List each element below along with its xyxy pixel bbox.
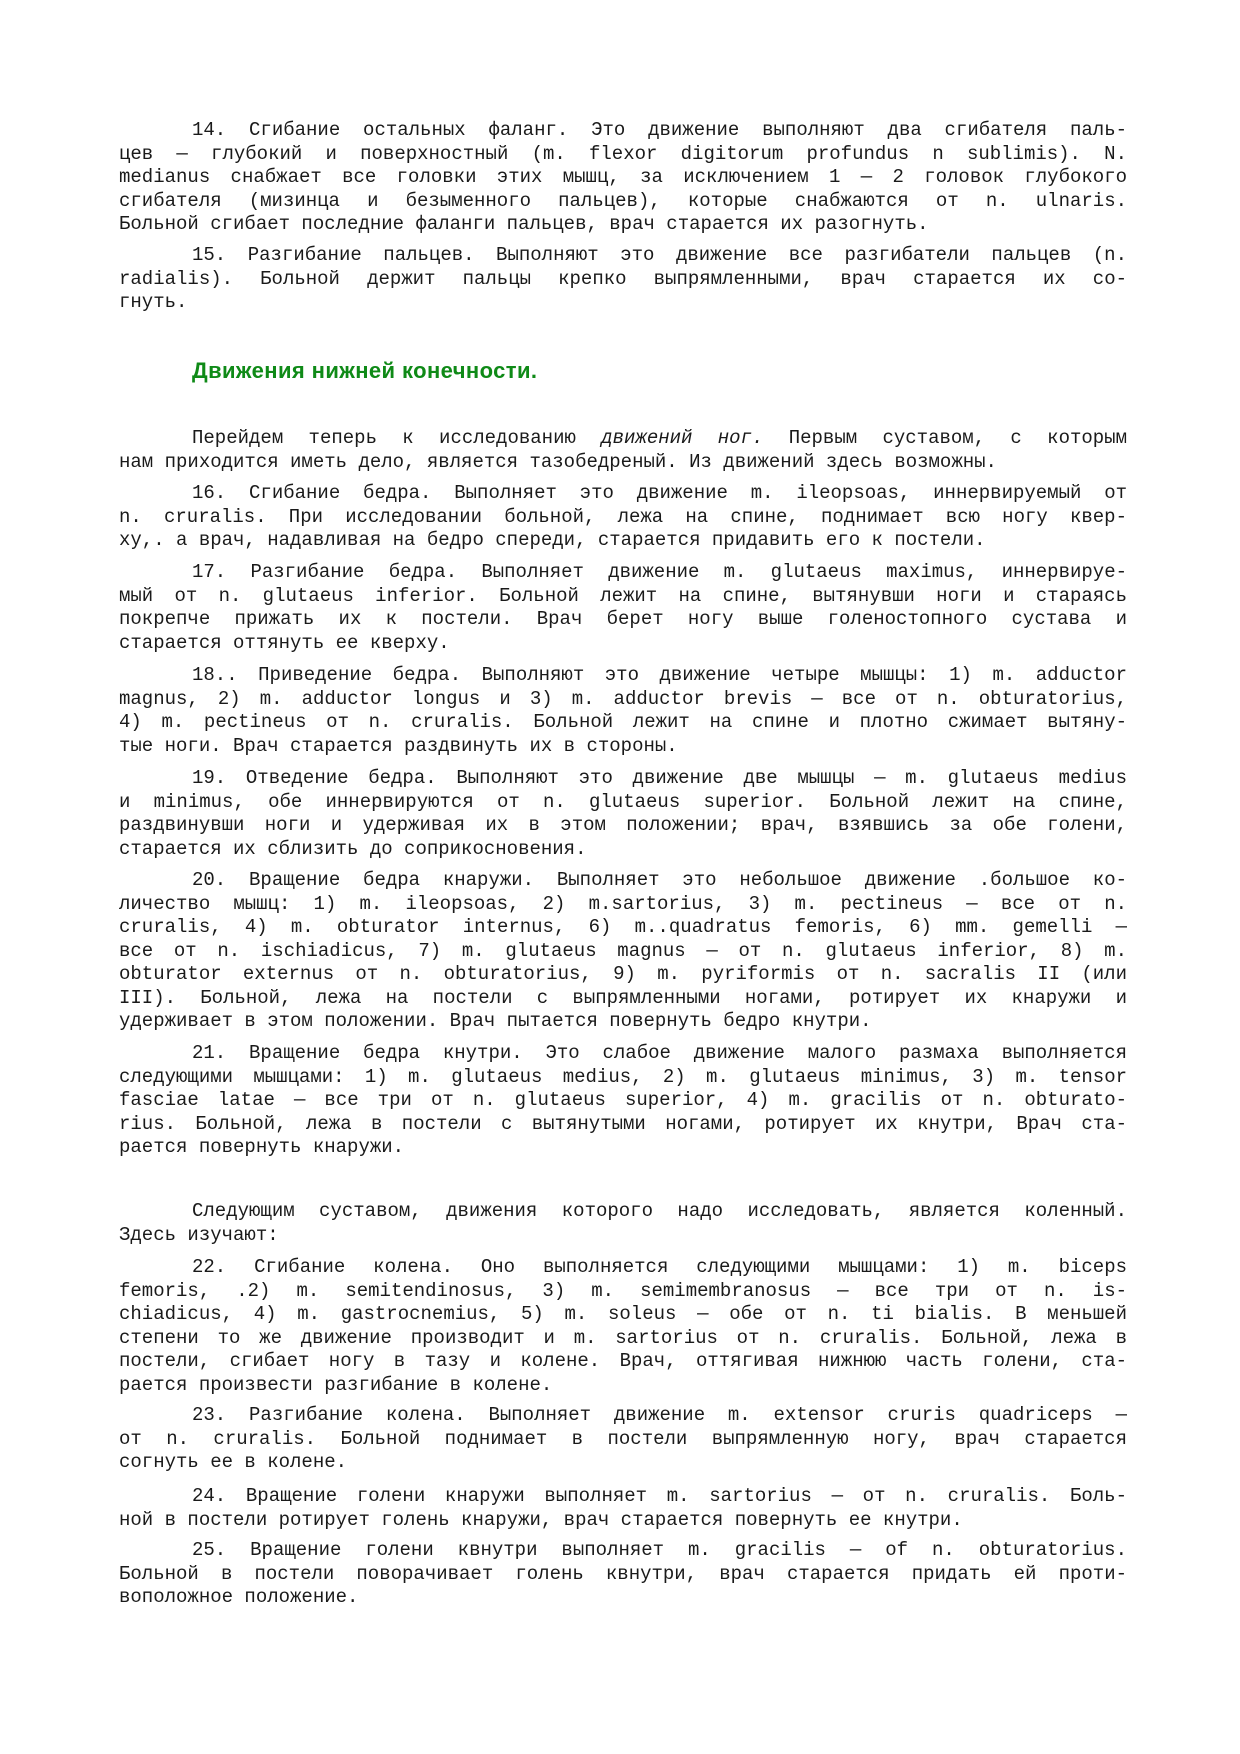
paragraph-knee xyxy=(119,1200,1127,1247)
paragraph-line: и minimus, обе иннервируются от n. glutaeus superior. Больной лежит на спине, xyxy=(119,790,1127,813)
paragraph-line: chiadicus, 4) m. gastrocnemius, 5) m. soleus — обе от n. ti bialis. В меньшей xyxy=(119,1303,1127,1325)
paragraph-line: Больной в постели поворачивает голень квнутри, врач старается придать ей проти- xyxy=(119,1562,1127,1585)
paragraph-line: покрепче прижать их к постели. Врач берет ногу выше голеностопного сустава и xyxy=(119,608,1127,630)
paragraph-line: 15. Разгибание пальцев. Выполняют это движение все разгибатели пальцев (n. xyxy=(192,244,1127,266)
paragraph-line: личество мышц: 1) m. ileopsoas, 2) m.sartorius, 3) m. pectineus — все от n. xyxy=(119,892,1127,915)
paragraph-line: medianus снабжает все головки этих мышц, за исключением 1 — 2 головок глубокого xyxy=(119,166,1127,188)
paragraph-line: radialis). Больной держит пальцы крепко выпрямленными, врач старается их со- xyxy=(119,267,1127,290)
paragraph-line: старается оттянуть ее кверху. xyxy=(119,631,450,654)
paragraph-line: 17. Разгибание бедра. Выполняет движение m. glutaeus maximus, иннервируе- xyxy=(192,561,1127,583)
paragraph-line: от n. cruralis. Больной поднимает в постели выпрямленную ногу, врач старается xyxy=(119,1427,1127,1450)
paragraph-line: femoris, .2) m. semitendinosus, 3) m. semimembranosus — все три от n. is- xyxy=(119,1279,1127,1302)
paragraph-line xyxy=(119,427,1127,451)
paragraph-p22 xyxy=(119,1256,1127,1397)
paragraph-line: старается их сблизить до соприкосновения. xyxy=(119,837,587,860)
intro-text: Первым суставом, с которым xyxy=(763,427,1127,449)
paragraph-line: magnus, 2) m. adductor longus и 3) m. adductor brevis — все от n. obturatorius, xyxy=(119,687,1127,710)
paragraph-p14 xyxy=(119,119,1127,237)
paragraph-line: 20. Вращение бедра кнаружи. Выполняет это небольшое движение .большое ко- xyxy=(192,869,1127,891)
paragraph-line: 14. Сгибание остальных фаланг. Это движение выполняют два сгибателя паль- xyxy=(192,119,1127,141)
paragraph-line: 19. Отведение бедра. Выполняют это движение две мышцы — m. glutaeus medius xyxy=(192,767,1127,789)
paragraph-line: 22. Сгибание колена. Оно выполняется следующими мышцами: 1) m. biceps xyxy=(192,1256,1127,1278)
paragraph-line: rius. Больной, лежа в постели с вытянутыми ногами, ротирует их кнутри, Врач ста- xyxy=(119,1112,1127,1135)
intro-paragraph xyxy=(119,427,1127,474)
paragraph-line: раздвинувши ноги и удерживая их в этом положении; врач, взявшись за обе голени, xyxy=(119,814,1127,836)
paragraph-line: III). Больной, лежа на постели с выпрямленными ногами, ротирует их кнаружи и xyxy=(119,986,1127,1009)
paragraph-p23 xyxy=(119,1404,1127,1475)
paragraph-line: цев — глубокий и поверхностный (m. flexor digitorum profundus n sublimis). N. xyxy=(119,142,1127,165)
paragraph-p16 xyxy=(119,482,1127,553)
paragraph-line: нам приходится иметь дело, является тазобедреный. Из движений здесь возможны. xyxy=(119,450,997,473)
paragraph-p17 xyxy=(119,561,1127,655)
paragraph-line: рается произвести разгибание в колене. xyxy=(119,1373,553,1396)
intro-text: Перейдем теперь к исследованию xyxy=(192,427,602,449)
paragraph-line: fasciae latae — все три от n. glutaeus superior, 4) m. gracilis от n. obturato- xyxy=(119,1089,1127,1111)
paragraph-line: Больной сгибает последние фаланги пальцев, врач старается их разогнуть. xyxy=(119,213,929,235)
section-heading: Движения нижней конечности. xyxy=(192,358,538,383)
paragraph-line: obturator externus от n. obturatorius, 9) m. pyriformis от n. sacralis II (или xyxy=(119,963,1127,985)
paragraph-line: гнуть. xyxy=(119,291,188,313)
paragraph-p15 xyxy=(119,244,1127,315)
paragraph-p24 xyxy=(119,1485,1127,1532)
paragraph-line: воположное положение. xyxy=(119,1586,359,1608)
paragraph-line: 23. Разгибание колена. Выполняет движение m. extensor cruris quadriceps — xyxy=(192,1404,1127,1426)
paragraph-line: тые ноги. Врач старается раздвинуть их в стороны. xyxy=(119,734,678,757)
paragraph-line: согнуть ее в колене. xyxy=(119,1451,348,1473)
paragraph-line: ху,. а врач, надавливая на бедро спереди, старается придавить его к постели. xyxy=(119,529,986,551)
paragraph-line: сгибателя (мизинца и безыменного пальцев), которые снабжаются от n. ulnaris. xyxy=(119,189,1127,212)
paragraph-line: удерживает в этом положении. Врач пытается повернуть бедро кнутри. xyxy=(119,1010,872,1032)
paragraph-line: все от n. ischiadicus, 7) m. glutaeus magnus — от n. glutaeus inferior, 8) m. xyxy=(119,939,1127,962)
paragraph-line: мый от n. glutaeus inferior. Больной лежит на спине, вытянувши ноги и стараясь xyxy=(119,584,1127,607)
paragraph-p19 xyxy=(119,767,1127,861)
paragraph-line: cruralis, 4) m. obturator internus, 6) m..quadratus femoris, 6) mm. gemelli — xyxy=(119,916,1127,938)
paragraph-line: Здесь изучают: xyxy=(119,1223,279,1246)
paragraph-line: степени то же движение производит и m. sartorius от n. cruralis. Больной, лежа в xyxy=(119,1326,1127,1349)
paragraph-line: постели, сгибает ногу в тазу и колене. Врач, оттягивая нижнюю часть голени, ста- xyxy=(119,1350,1127,1372)
intro-emphasis: движений ног. xyxy=(601,427,764,449)
paragraph-line: 24. Вращение голени кнаружи выполняет m. sartorius — от n. cruralis. Боль- xyxy=(192,1485,1127,1507)
paragraph-line: n. cruralis. При исследовании больной, лежа на спине, поднимает всю ногу квер- xyxy=(119,505,1127,528)
paragraph-line: ной в постели ротирует голень кнаружи, врач старается повернуть ее кнутри. xyxy=(119,1508,963,1531)
paragraph-line: следующими мышцами: 1) m. glutaeus medius, 2) m. glutaeus minimus, 3) m. tensor xyxy=(119,1065,1127,1088)
paragraph-p21 xyxy=(119,1042,1127,1160)
paragraph-line: 21. Вращение бедра кнутри. Это слабое движение малого размаха выполняется xyxy=(192,1042,1127,1064)
paragraph-line: 16. Сгибание бедра. Выполняет это движение m. ileopsoas, иннервируемый от xyxy=(192,482,1127,504)
paragraph-p20 xyxy=(119,869,1127,1034)
paragraph-p25 xyxy=(119,1539,1127,1610)
paragraph-line: 18.. Приведение бедра. Выполняют это движение четыре мышцы: 1) m. adductor xyxy=(192,664,1127,686)
paragraph-line: рается повернуть кнаружи. xyxy=(119,1136,405,1158)
paragraph-line: 4) m. pectineus от n. cruralis. Больной лежит на спине и плотно сжимает вытяну- xyxy=(119,711,1127,733)
paragraph-line: 25. Вращение голени квнутри выполняет m. gracilis — of n. obturatorius. xyxy=(192,1539,1127,1561)
paragraph-line: Следующим суставом, движения которого надо исследовать, является коленный. xyxy=(192,1200,1127,1222)
paragraph-p18 xyxy=(119,664,1127,758)
